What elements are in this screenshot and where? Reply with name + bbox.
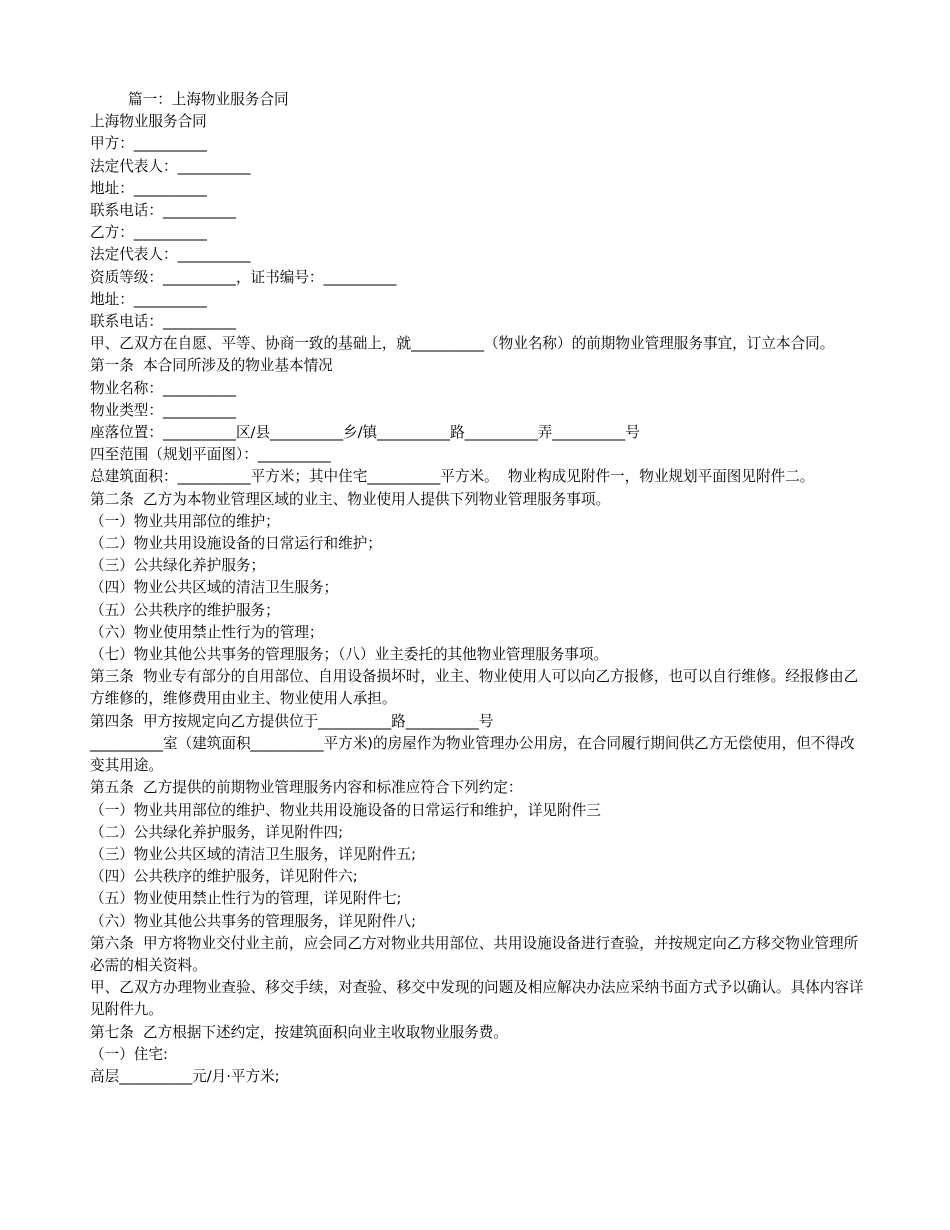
article-2-heading: 第二条 乙方为本物业管理区域的业主、物业使用人提供下列物业管理服务事项。 (90, 490, 611, 508)
high-rise-fee-field: 高层__________元/月·平方米; (90, 1067, 280, 1085)
list-item: （四）物业公共区域的清洁卫生服务； (90, 579, 339, 597)
list-item: （五）公共秩序的维护服务； (90, 601, 280, 619)
list-item: （六）物业其他公共事务的管理服务，详见附件八; (90, 912, 416, 930)
list-item: （五）物业使用禁止性行为的管理，详见附件七; (90, 890, 402, 908)
party-b-phone-field: 联系电话：__________ (90, 313, 236, 331)
list-item: （六）物业使用禁止性行为的管理； (90, 623, 324, 641)
article-7-heading: 第七条 乙方根据下述约定，按建筑面积向业主收取物业服务费。 (90, 1023, 508, 1041)
preamble-paragraph: 甲、乙双方在自愿、平等、协商一致的基础上，就__________（物业名称）的前期物业管理服务事宜，订立本合同。 (90, 335, 835, 353)
party-b-field: 乙方：__________ (90, 224, 207, 242)
property-name-field: 物业名称：__________ (90, 379, 236, 397)
residential-subheading: （一）住宅: (90, 1045, 168, 1063)
property-location-field: 座落位置：__________区/县__________乡/镇__________路__________弄__________号 (90, 424, 640, 442)
article-4-paragraph: 第四条 甲方按规定向乙方提供位于__________路__________号 (90, 712, 494, 730)
article-4-continuation: __________室（建筑面积__________平方米)的房屋作为物业管理办公用房，在合同履行期间供乙方无偿使用，但不得改变其用途。 (90, 734, 855, 775)
party-a-address-field: 地址：__________ (90, 179, 207, 197)
list-item: （七）物业其他公共事务的管理服务；（八）业主委托的其他物业管理服务事项。 (90, 646, 609, 664)
article-6-paragraph: 第六条 甲方将物业交付业主前，应会同乙方对物业共用部位、共用设施设备进行查验，并按规定向乙方移交物业管理所必需的相关资料。 (90, 934, 859, 974)
list-item: （四）公共秩序的维护服务，详见附件六; (90, 868, 358, 886)
qualification-field: 资质等级：__________，证书编号：__________ (90, 268, 397, 286)
list-item: （三）物业公共区域的清洁卫生服务，详见附件五; (90, 845, 416, 863)
list-item: （二）公共绿化养护服务，详见附件四; (90, 823, 344, 841)
floor-area-paragraph: 总建筑面积：__________平方米；其中住宅__________平方米。 物业构成见附件一，物业规划平面图见附件二。 (90, 468, 815, 486)
article-1-heading: 第一条 本合同所涉及的物业基本情况 (90, 357, 333, 375)
party-a-phone-field: 联系电话：__________ (90, 202, 236, 220)
list-item: （三）公共绿化养护服务； (90, 557, 266, 575)
party-a-representative-field: 法定代表人：__________ (90, 157, 251, 175)
contract-title: 上海物业服务合同 (90, 113, 207, 131)
section-title: 篇一：上海物业服务合同 (128, 91, 289, 108)
list-item: （一）物业共用部位的维护； (90, 512, 280, 530)
article-3-paragraph: 第三条 物业专有部分的自用部位、自用设备损坏时，业主、物业使用人可以向乙方报修，也可以自行维修。经报修由乙方维修的，维修费用由业主、物业使用人承担。 (90, 668, 859, 708)
list-item: （二）物业共用设施设备的日常运行和维护； (90, 535, 382, 553)
party-b-representative-field: 法定代表人：__________ (90, 246, 251, 264)
list-item: （一）物业共用部位的维护、物业共用设施设备的日常运行和维护，详见附件三 (90, 801, 601, 819)
document-body (90, 89, 865, 1088)
property-boundary-field: 四至范围（规划平面图）：__________ (90, 446, 331, 464)
property-type-field: 物业类型：__________ (90, 401, 236, 419)
party-b-address-field: 地址：__________ (90, 290, 207, 308)
article-5-heading: 第五条 乙方提供的前期物业管理服务内容和标准应符合下列约定： (90, 779, 523, 797)
article-6-continuation: 甲、乙双方办理物业查验、移交手续，对查验、移交中发现的问题及相应解决办法应采纳书面方式予以确认。具体内容详见附件九。 (90, 979, 864, 1019)
party-a-field: 甲方：__________ (90, 135, 207, 153)
